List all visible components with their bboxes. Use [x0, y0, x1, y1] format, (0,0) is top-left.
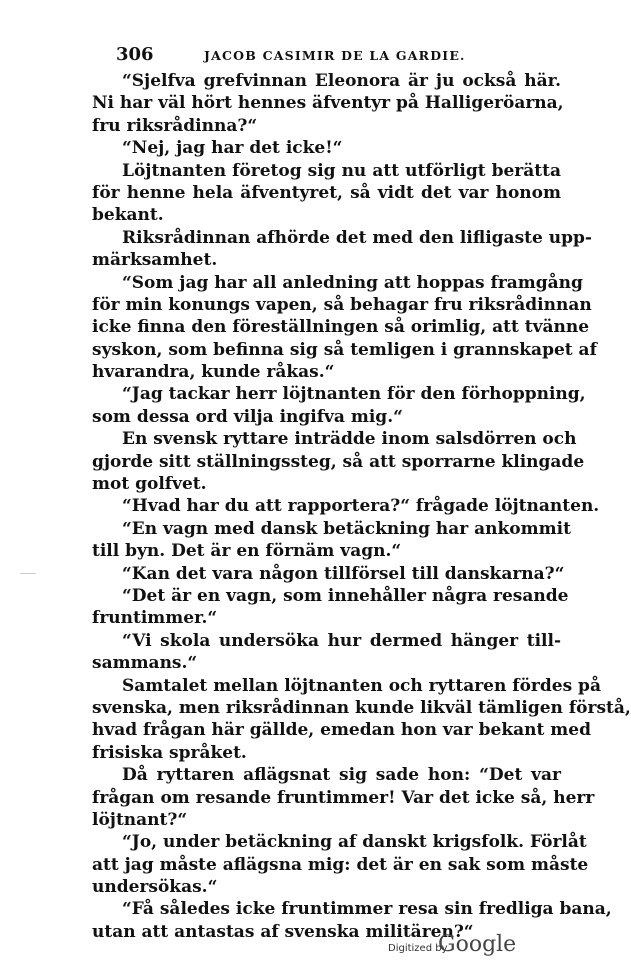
text-line: Då ryttaren aflägsnat sig sade hon: “Det var: [122, 765, 561, 786]
google-logo: Google: [438, 932, 517, 957]
text-line: till byn. Det är en förnäm vagn.“: [92, 541, 402, 562]
text-line: Löjtnanten företog sig nu att utförligt berätta: [122, 160, 561, 181]
text-line: fru riksrådinna?“: [92, 115, 258, 136]
text-line: syskon, som befinna sig så temligen i grannskapet af: [92, 339, 597, 360]
text-line: “En vagn med dansk betäckning har ankommit: [122, 518, 571, 539]
page-header: [116, 44, 561, 66]
text-line: frisiska språket.: [92, 742, 247, 763]
text-line: svenska, men riksrådinnan kunde likväl tämligen förstå,: [92, 697, 631, 718]
text-line: “Hvad har du att rapportera?“ frågade löjtnanten.: [122, 496, 600, 517]
body-text: [92, 70, 631, 943]
text-line: märksamhet.: [92, 250, 218, 271]
text-line: undersökas.“: [92, 877, 218, 898]
text-line: för min konungs vapen, så behagar fru riksrådinnan: [92, 294, 592, 315]
text-line: att jag måste aflägsna mig: det är en sak som måste: [92, 854, 589, 875]
text-line: “Sjelfva grefvinnan Eleonora är ju också här.: [122, 71, 561, 91]
text-line: En svensk ryttare inträdde inom salsdörren och: [122, 429, 577, 450]
text-line: “Vi skola undersöka hur dermed hänger till-: [122, 630, 561, 651]
digitized-label: Digitized by: [388, 943, 448, 954]
running-title: JACOB CASIMIR DE LA GARDIE.: [204, 48, 466, 63]
text-line: icke finna den föreställningen så orimlig, att tvänne: [92, 317, 590, 338]
text-line: mot golfvet.: [92, 474, 207, 495]
text-line: som dessa ord vilja ingifva mig.“: [92, 406, 403, 427]
text-line: “Jo, under betäckning af danskt krigsfolk. Förlåt: [122, 832, 587, 853]
text-line: “Jag tackar herr löjtnanten för den förhoppning,: [122, 384, 586, 405]
text-line: hvad frågan här gällde, emedan hon var bekant med: [92, 720, 591, 741]
text-line: Samtalet mellan löjtnanten och ryttaren fördes på: [122, 675, 601, 696]
text-line: “Nej, jag har det icke!“: [122, 138, 343, 159]
scan-mark: [20, 573, 36, 574]
digitized-footer: [388, 932, 528, 960]
text-line: “Få således icke fruntimmer resa sin fredliga bana,: [122, 899, 612, 920]
text-line: “Kan det vara någon tillförsel till danskarna?“: [122, 563, 565, 584]
text-line: Ni har väl hört hennes äfventyr på Halligeröarna,: [92, 93, 564, 114]
text-line: bekant.: [92, 205, 164, 226]
text-line: för henne hela äfventyret, så vidt det var honom: [92, 182, 561, 203]
text-line: Riksrådinnan afhörde det med den lifligaste upp-: [122, 227, 592, 248]
text-line: sammans.“: [92, 653, 198, 674]
text-line: fruntimmer.“: [92, 608, 218, 629]
text-line: gjorde sitt ställningssteg, så att sporrarne klingade: [92, 451, 585, 472]
text-line: löjtnant?“: [92, 809, 188, 830]
text-line: hvarandra, kunde råkas.“: [92, 362, 335, 383]
text-line: “Det är en vagn, som innehåller några resande: [122, 585, 569, 606]
page-number: 306: [116, 44, 154, 65]
text-line: “Som jag har all anledning att hoppas framgång: [122, 272, 583, 293]
text-line: frågan om resande fruntimmer! Var det icke så, herr: [92, 787, 595, 808]
text-line: utan att antastas af svenska militären?“: [92, 921, 474, 942]
